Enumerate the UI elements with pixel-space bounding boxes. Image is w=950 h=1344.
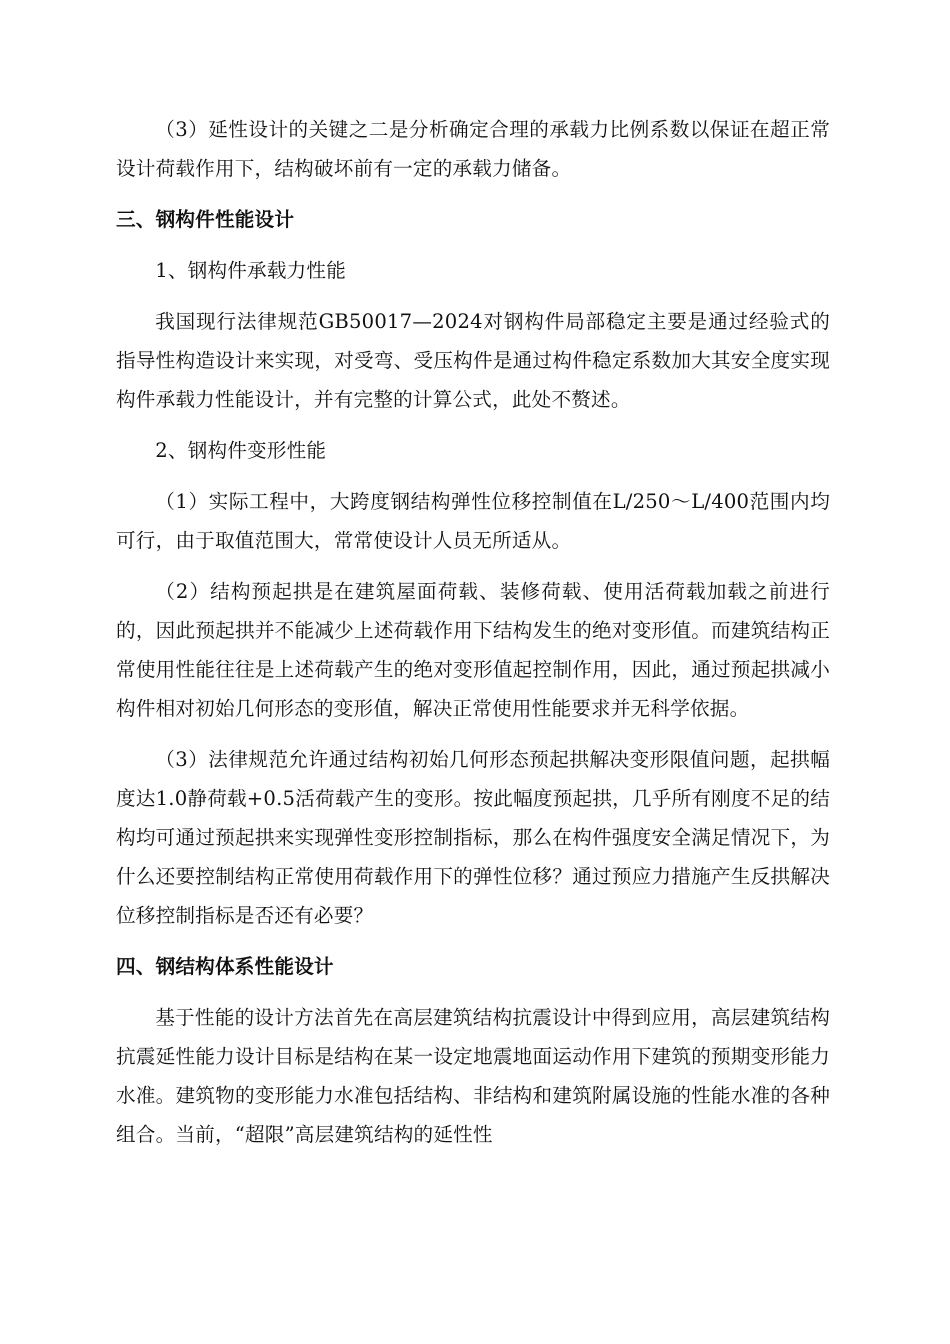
paragraph-ductility-key-2: （3）延性设计的关键之二是分析确定合理的承载力比例系数以保证在超正常设计荷载作用下，结构破坏前有一定的承载力储备。 [116,118,830,180]
paragraph-deformation-2: （2）结构预起拱是在建筑屋面荷载、装修荷载、使用活荷载加载之前进行的，因此预起拱并不能减少上述荷载作用下结构发生的绝对变形值。而建筑结构正常使用性能往往是上述荷载产生的绝对变形值起控制作用，因此，通过预起拱减小构件相对初始几何形态的变形值，解决正常使用性能要求并无科学依据。 [116,580,830,720]
subheading-deformation: 2、钢构件变形性能 [155,439,327,462]
document-body [116,110,830,1166]
paragraph-deformation-3: （3）法律规范允许通过结构初始几何形态预起拱解决变形限值问题，起拱幅度达1.0静荷载+0.5活荷载产生的变形。按此幅度预起拱，几乎所有刚度不足的结构均可通过预起拱来实现弹性变形控制指标，那么在构件强度安全满足情况下，为什么还要控制结构正常使用荷载作用下的弹性位移？通过预应力措施产生反拱解决位移控制指标是否还有必要？ [116,748,830,927]
paragraph-deformation-1: （1）实际工程中，大跨度钢结构弹性位移控制值在L/250～L/400范围内均可行，由于取值范围大，常常使设计人员无所适从。 [116,490,830,552]
section-heading-3: 三、钢构件性能设计 [116,208,295,231]
paragraph-system-performance: 基于性能的设计方法首先在高层建筑结构抗震设计中得到应用，高层建筑结构抗震延性能力设计目标是结构在某一设定地震地面运动作用下建筑的预期变形能力水准。建筑物的变形能力水准包括结构、非结构和建筑附属设施的性能水准的各种组合。当前，“超限”高层建筑结构的延性性 [116,1006,830,1146]
subheading-load-capacity: 1、钢构件承载力性能 [155,259,346,282]
section-heading-4: 四、钢结构体系性能设计 [116,955,334,978]
paragraph-gb50017: 我国现行法律规范GB50017—2024对钢构件局部稳定主要是通过经验式的指导性构造设计来实现，对受弯、受压构件是通过构件稳定系数加大其安全度实现构件承载力性能设计，并有完整的计算公式，此处不赘述。 [116,310,830,411]
